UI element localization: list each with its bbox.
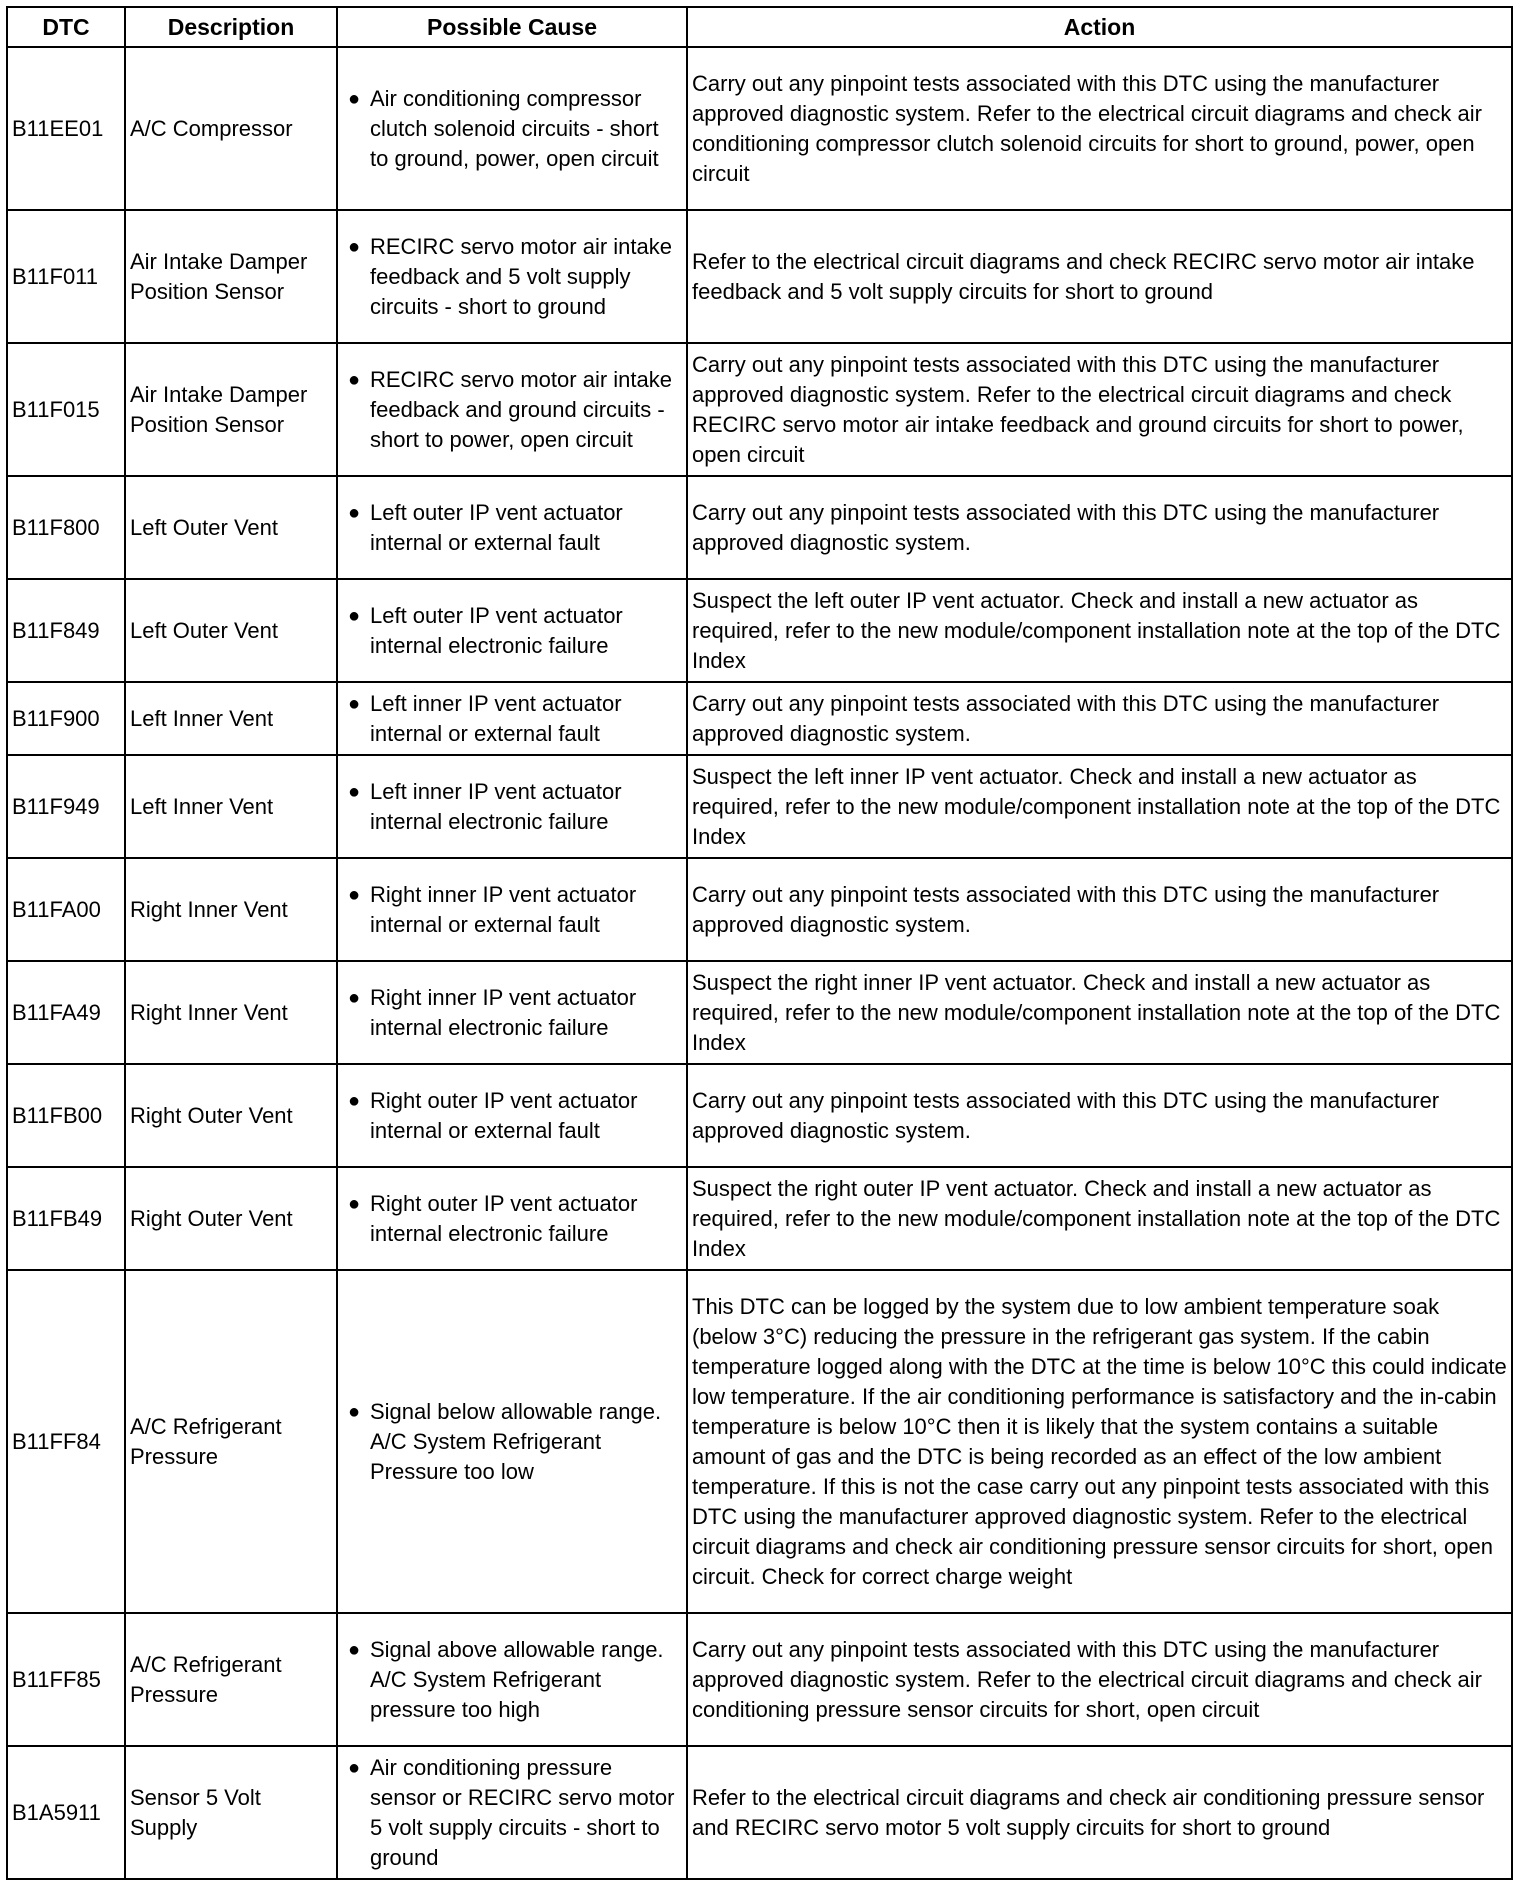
table-row	[7, 1613, 1512, 1746]
dtc-description: Left Outer Vent	[125, 579, 337, 682]
possible-cause-item	[338, 365, 682, 455]
bullet-icon: ●	[347, 1756, 361, 1779]
table-row	[7, 476, 1512, 579]
dtc-description: Left Inner Vent	[125, 755, 337, 858]
possible-cause-item	[338, 983, 682, 1043]
dtc-code: B11F849	[7, 579, 125, 682]
possible-cause-text: Right inner IP vent actuator internal electronic failure	[370, 984, 637, 1040]
possible-cause-item	[338, 232, 682, 322]
table-row	[7, 961, 1512, 1064]
dtc-description: Right Outer Vent	[125, 1064, 337, 1167]
possible-cause-item	[338, 777, 682, 837]
table-row	[7, 858, 1512, 961]
table-row	[7, 755, 1512, 858]
possible-cause-cell	[337, 1167, 687, 1270]
possible-cause-cell	[337, 1746, 687, 1879]
table-row	[7, 210, 1512, 343]
possible-cause-cell	[337, 682, 687, 755]
dtc-description: Sensor 5 Volt Supply	[125, 1746, 337, 1879]
possible-cause-text: Air conditioning compressor clutch solenoid circuits - short to ground, power, open circuit	[370, 85, 659, 171]
table-row	[7, 47, 1512, 210]
possible-cause-text: Signal below allowable range. A/C System Refrigerant Pressure too low	[370, 1398, 662, 1484]
bullet-icon: ●	[347, 1089, 361, 1112]
dtc-code: B11FA00	[7, 858, 125, 961]
possible-cause-cell	[337, 755, 687, 858]
possible-cause-cell	[337, 343, 687, 476]
bullet-icon: ●	[347, 1638, 361, 1661]
action-text: Refer to the electrical circuit diagrams and check RECIRC servo motor air intake feedback and 5 volt supply circuits for short to ground	[687, 210, 1512, 343]
bullet-icon: ●	[347, 986, 361, 1009]
bullet-icon: ●	[347, 1400, 361, 1423]
possible-cause-cell	[337, 1613, 687, 1746]
header-description: Description	[125, 7, 337, 47]
action-text: This DTC can be logged by the system due to low ambient temperature soak (below 3°C) reducing the pressure in the refrigerant gas system. If the cabin temperature logged along with the DTC at the time is below 10°C this could indicate low temperature. If the air conditioning performance is satisfactory and the in-cabin temperature is below 10°C then it is likely that the system contains a suitable amount of gas and the DTC is being recorded as an effect of the low ambient temperature. If this is not the case carry out any pinpoint tests associated with this DTC using the manufacturer approved diagnostic system. Refer to the electrical circuit diagrams and check air conditioning pressure sensor circuits for short, open circuit. Check for correct charge weight	[687, 1270, 1512, 1613]
dtc-description: Left Outer Vent	[125, 476, 337, 579]
possible-cause-item	[338, 1397, 682, 1487]
action-text: Suspect the left inner IP vent actuator. Check and install a new actuator as required, refer to the new module/component installation note at the top of the DTC Index	[687, 755, 1512, 858]
action-text: Suspect the right inner IP vent actuator. Check and install a new actuator as required, refer to the new module/component installation note at the top of the DTC Index	[687, 961, 1512, 1064]
dtc-description: Air Intake Damper Position Sensor	[125, 343, 337, 476]
bullet-icon: ●	[347, 368, 361, 391]
action-text: Carry out any pinpoint tests associated with this DTC using the manufacturer approved diagnostic system.	[687, 682, 1512, 755]
dtc-description: Right Inner Vent	[125, 961, 337, 1064]
dtc-table	[6, 6, 1513, 1880]
possible-cause-item	[338, 498, 682, 558]
action-text: Carry out any pinpoint tests associated with this DTC using the manufacturer approved diagnostic system. Refer to the electrical circuit diagrams and check air conditioning compressor clutch solenoid circuits for short to ground, power, open circuit	[687, 47, 1512, 210]
possible-cause-item	[338, 689, 682, 749]
action-text: Suspect the left outer IP vent actuator. Check and install a new actuator as required, refer to the new module/component installation note at the top of the DTC Index	[687, 579, 1512, 682]
bullet-icon: ●	[347, 87, 361, 110]
table-row	[7, 682, 1512, 755]
dtc-code: B11FB00	[7, 1064, 125, 1167]
possible-cause-cell	[337, 961, 687, 1064]
possible-cause-text: Left inner IP vent actuator internal electronic failure	[370, 778, 622, 834]
dtc-description: Right Outer Vent	[125, 1167, 337, 1270]
possible-cause-text: RECIRC servo motor air intake feedback and ground circuits - short to power, open circuit	[370, 366, 672, 452]
possible-cause-item	[338, 1635, 682, 1725]
action-text: Carry out any pinpoint tests associated with this DTC using the manufacturer approved diagnostic system.	[687, 858, 1512, 961]
possible-cause-cell	[337, 47, 687, 210]
possible-cause-cell	[337, 858, 687, 961]
dtc-code: B11F011	[7, 210, 125, 343]
dtc-code: B11FF84	[7, 1270, 125, 1613]
possible-cause-text: Signal above allowable range. A/C System Refrigerant pressure too high	[370, 1636, 664, 1722]
header-action: Action	[687, 7, 1512, 47]
dtc-code: B11FF85	[7, 1613, 125, 1746]
possible-cause-item	[338, 84, 682, 174]
possible-cause-text: Right outer IP vent actuator internal electronic failure	[370, 1190, 638, 1246]
possible-cause-item	[338, 1753, 682, 1873]
dtc-code: B11F900	[7, 682, 125, 755]
possible-cause-cell	[337, 1064, 687, 1167]
dtc-code: B11FB49	[7, 1167, 125, 1270]
dtc-description: A/C Refrigerant Pressure	[125, 1613, 337, 1746]
dtc-code: B11F015	[7, 343, 125, 476]
possible-cause-cell	[337, 1270, 687, 1613]
possible-cause-cell	[337, 476, 687, 579]
possible-cause-text: RECIRC servo motor air intake feedback and 5 volt supply circuits - short to ground	[370, 233, 672, 319]
table-row	[7, 1746, 1512, 1879]
dtc-description: A/C Compressor	[125, 47, 337, 210]
table-row	[7, 1064, 1512, 1167]
action-text: Carry out any pinpoint tests associated with this DTC using the manufacturer approved diagnostic system.	[687, 1064, 1512, 1167]
table-row	[7, 343, 1512, 476]
bullet-icon: ●	[347, 501, 361, 524]
possible-cause-text: Right outer IP vent actuator internal or external fault	[370, 1087, 638, 1143]
action-text: Carry out any pinpoint tests associated with this DTC using the manufacturer approved diagnostic system. Refer to the electrical circuit diagrams and check RECIRC servo motor air intake feedback and ground circuits for short to power, open circuit	[687, 343, 1512, 476]
possible-cause-text: Left inner IP vent actuator internal or external fault	[370, 690, 622, 746]
header-dtc: DTC	[7, 7, 125, 47]
bullet-icon: ●	[347, 235, 361, 258]
possible-cause-cell	[337, 579, 687, 682]
dtc-code: B1A5911	[7, 1746, 125, 1879]
dtc-code: B11F949	[7, 755, 125, 858]
table-row	[7, 1167, 1512, 1270]
action-text: Suspect the right outer IP vent actuator. Check and install a new actuator as required, refer to the new module/component installation note at the top of the DTC Index	[687, 1167, 1512, 1270]
possible-cause-item	[338, 1086, 682, 1146]
action-text: Carry out any pinpoint tests associated with this DTC using the manufacturer approved diagnostic system.	[687, 476, 1512, 579]
possible-cause-item	[338, 880, 682, 940]
possible-cause-text: Left outer IP vent actuator internal electronic failure	[370, 602, 623, 658]
header-possible-cause: Possible Cause	[337, 7, 687, 47]
possible-cause-text: Left outer IP vent actuator internal or external fault	[370, 499, 623, 555]
header-row	[7, 7, 1512, 47]
action-text: Carry out any pinpoint tests associated with this DTC using the manufacturer approved diagnostic system. Refer to the electrical circuit diagrams and check air conditioning pressure sensor circuits for short, open circuit	[687, 1613, 1512, 1746]
dtc-code: B11FA49	[7, 961, 125, 1064]
table-row	[7, 579, 1512, 682]
dtc-description: A/C Refrigerant Pressure	[125, 1270, 337, 1613]
dtc-description: Left Inner Vent	[125, 682, 337, 755]
bullet-icon: ●	[347, 604, 361, 627]
possible-cause-item	[338, 601, 682, 661]
bullet-icon: ●	[347, 1192, 361, 1215]
dtc-code: B11F800	[7, 476, 125, 579]
dtc-code: B11EE01	[7, 47, 125, 210]
dtc-description: Air Intake Damper Position Sensor	[125, 210, 337, 343]
action-text: Refer to the electrical circuit diagrams and check air conditioning pressure sensor and RECIRC servo motor 5 volt supply circuits for short to ground	[687, 1746, 1512, 1879]
dtc-description: Right Inner Vent	[125, 858, 337, 961]
possible-cause-text: Right inner IP vent actuator internal or external fault	[370, 881, 637, 937]
bullet-icon: ●	[347, 780, 361, 803]
table-row	[7, 1270, 1512, 1613]
possible-cause-cell	[337, 210, 687, 343]
possible-cause-text: Air conditioning pressure sensor or RECIRC servo motor 5 volt supply circuits - short to ground	[370, 1754, 675, 1870]
bullet-icon: ●	[347, 883, 361, 906]
possible-cause-item	[338, 1189, 682, 1249]
bullet-icon: ●	[347, 692, 361, 715]
